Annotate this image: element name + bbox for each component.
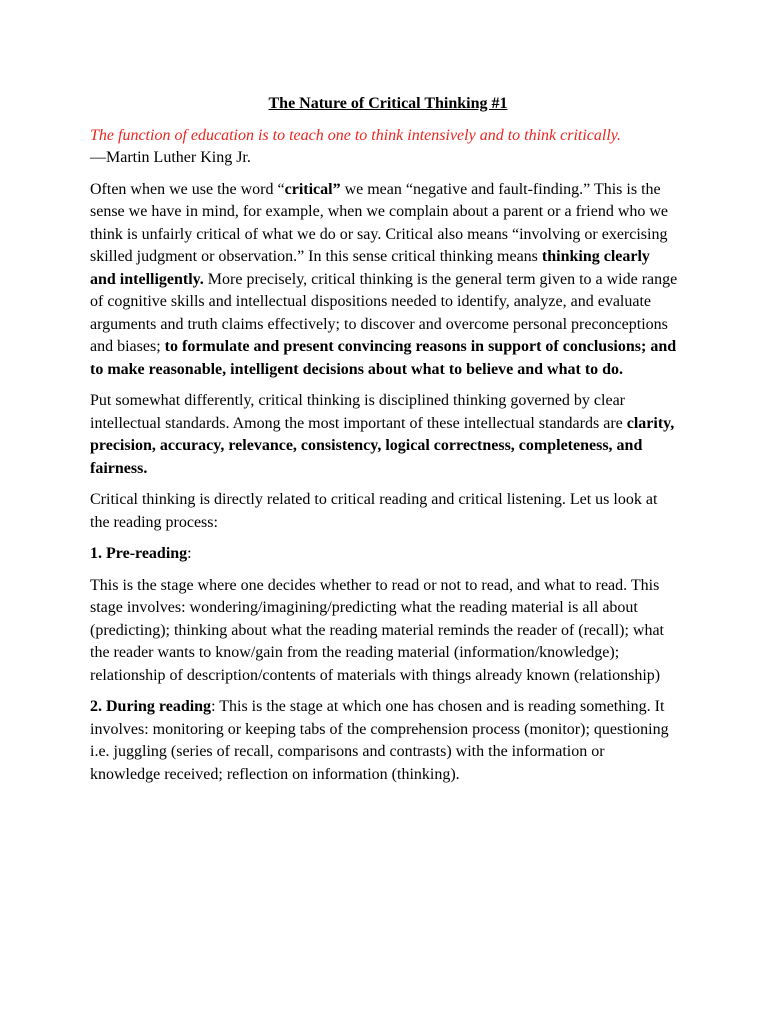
- emphasis-formulate-reasons: to formulate and present convincing reasons in support of conclusions; and to make reasonable, intelligent decisions about what to believe and what to do.: [90, 338, 677, 378]
- document-title: The Nature of Critical Thinking #1: [268, 95, 508, 112]
- paragraph-critical-definition: [90, 179, 678, 382]
- section-pre-reading-heading: [90, 543, 678, 566]
- emphasis-thinking-clearly: thinking clearly and intelligently.: [90, 248, 650, 288]
- paragraph-reading-process: Critical thinking is directly related to critical reading and critical listening. Let us look at the reading process:: [90, 491, 658, 531]
- paragraph-text: Put somewhat differently, critical thinking is disciplined thinking governed by clear intellectual standards. Among the most important of these intellectual standards are: [90, 392, 627, 432]
- paragraph-intellectual-standards: [90, 390, 678, 480]
- paragraph-text: we mean “negative and fault-finding.” This is the sense we have in mind, for example, when we complain about a parent or a friend who we think is unfairly critical of what we do or say. Critical also means “involving or exercising skilled judgment or observation.” In this sense critical thinking means: [90, 180, 669, 265]
- document-body: [90, 93, 678, 795]
- paragraph-text: Often when we use the word “: [90, 180, 285, 198]
- section-body-text: : This is the stage at which one has chosen and is reading something. It involves: monitoring or keeping tabs of the comprehension process (monitor); questioning i.e. juggling (series of recall, comparisons and contrasts) with the information or knowledge received; reflection on information (thinking).: [90, 698, 669, 783]
- paragraph-text: More precisely, critical thinking is the general term given to a wide range of cognitive skills and intellectual dispositions needed to identify, analyze, and evaluate arguments and truth claims effectively; to discover and overcome personal preconceptions and biases;: [90, 270, 678, 355]
- emphasis-standards-list: clarity, precision, accuracy, relevance, consistency, logical correctness, completeness, and fairness.: [90, 414, 675, 477]
- emphasis-critical: critical”: [284, 180, 341, 198]
- epigraph-quote: The function of education is to teach one to think intensively and to think critically.: [90, 126, 622, 144]
- section-heading-text: 2. During reading: [90, 698, 212, 715]
- epigraph: [90, 125, 678, 170]
- epigraph-attribution: —Martin Luther King Jr.: [90, 149, 251, 166]
- section-pre-reading-body: This is the stage where one decides whether to read or not to read, and what to read. This stage involves: wondering/imagining/predicting what the reading material is all about (predicting); thinking about what the reading material reminds the reader of (recall); what the reader wants to know/gain from the reading material (information/knowledge); relationship of description/contents of materials with things already known (relationship): [90, 576, 664, 684]
- section-during-reading: [90, 696, 678, 786]
- section-heading-text: 1. Pre-reading: [90, 545, 188, 562]
- section-heading-colon: :: [187, 545, 192, 562]
